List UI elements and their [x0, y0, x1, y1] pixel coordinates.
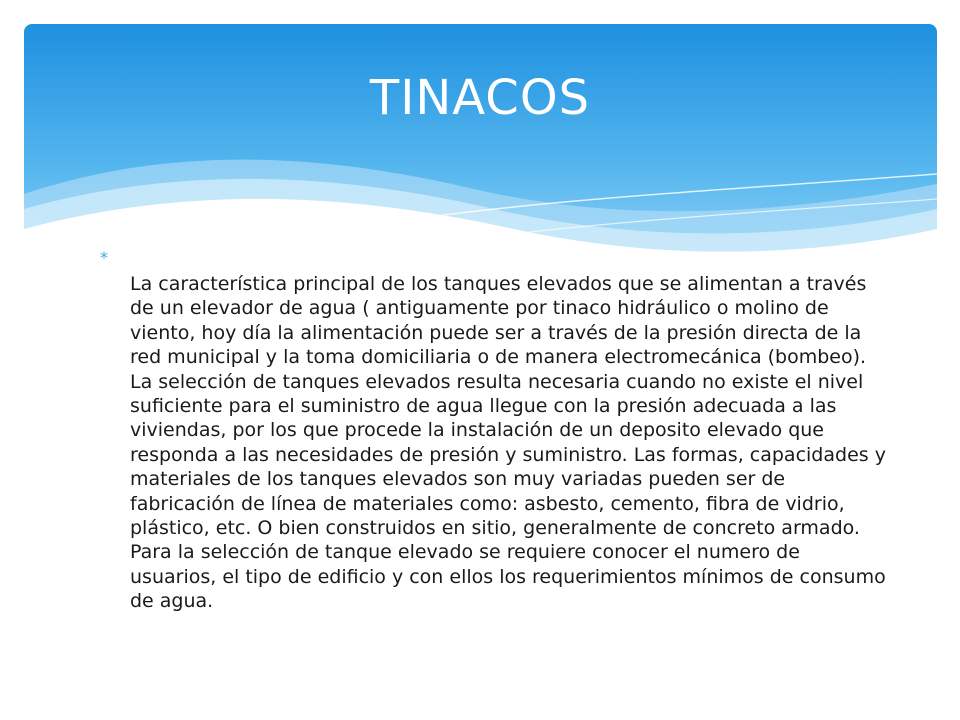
body-paragraph: La característica principal de los tanques elevados que se alimentan a través de un elevador de agua ( antiguamente por tinaco hidráulico o molino de viento, hoy día la alimentación puede ser a través de la presión directa de la red municipal y la toma domiciliaria o de manera electromecánica (bombeo). La selección de tanques elevados resulta necesaria cuando no existe el nivel suficiente para el suministro de agua llegue con la presión adecuada a las viviendas, por los que procede la instalación de un deposito elevado que responda a las necesidades de presión y suministro. Las formas, capacidades y materiales de los tanques elevados son muy variadas pueden ser de fabricación de línea de materiales como: asbesto, cemento, fibra de vidrio, plástico, etc. O bien construidos en sitio, generalmente de concreto armado. Para la selección de tanque elevado se requiere conocer el numero de usuarios, el tipo de edificio y con ellos los requerimientos mínimos de consumo de agua. — [130, 273, 886, 613]
slide-title: TINACOS — [369, 70, 591, 126]
content-area — [100, 248, 900, 614]
bullet-icon: * — [100, 248, 108, 267]
header-banner — [24, 24, 937, 262]
wave-background — [24, 24, 937, 262]
